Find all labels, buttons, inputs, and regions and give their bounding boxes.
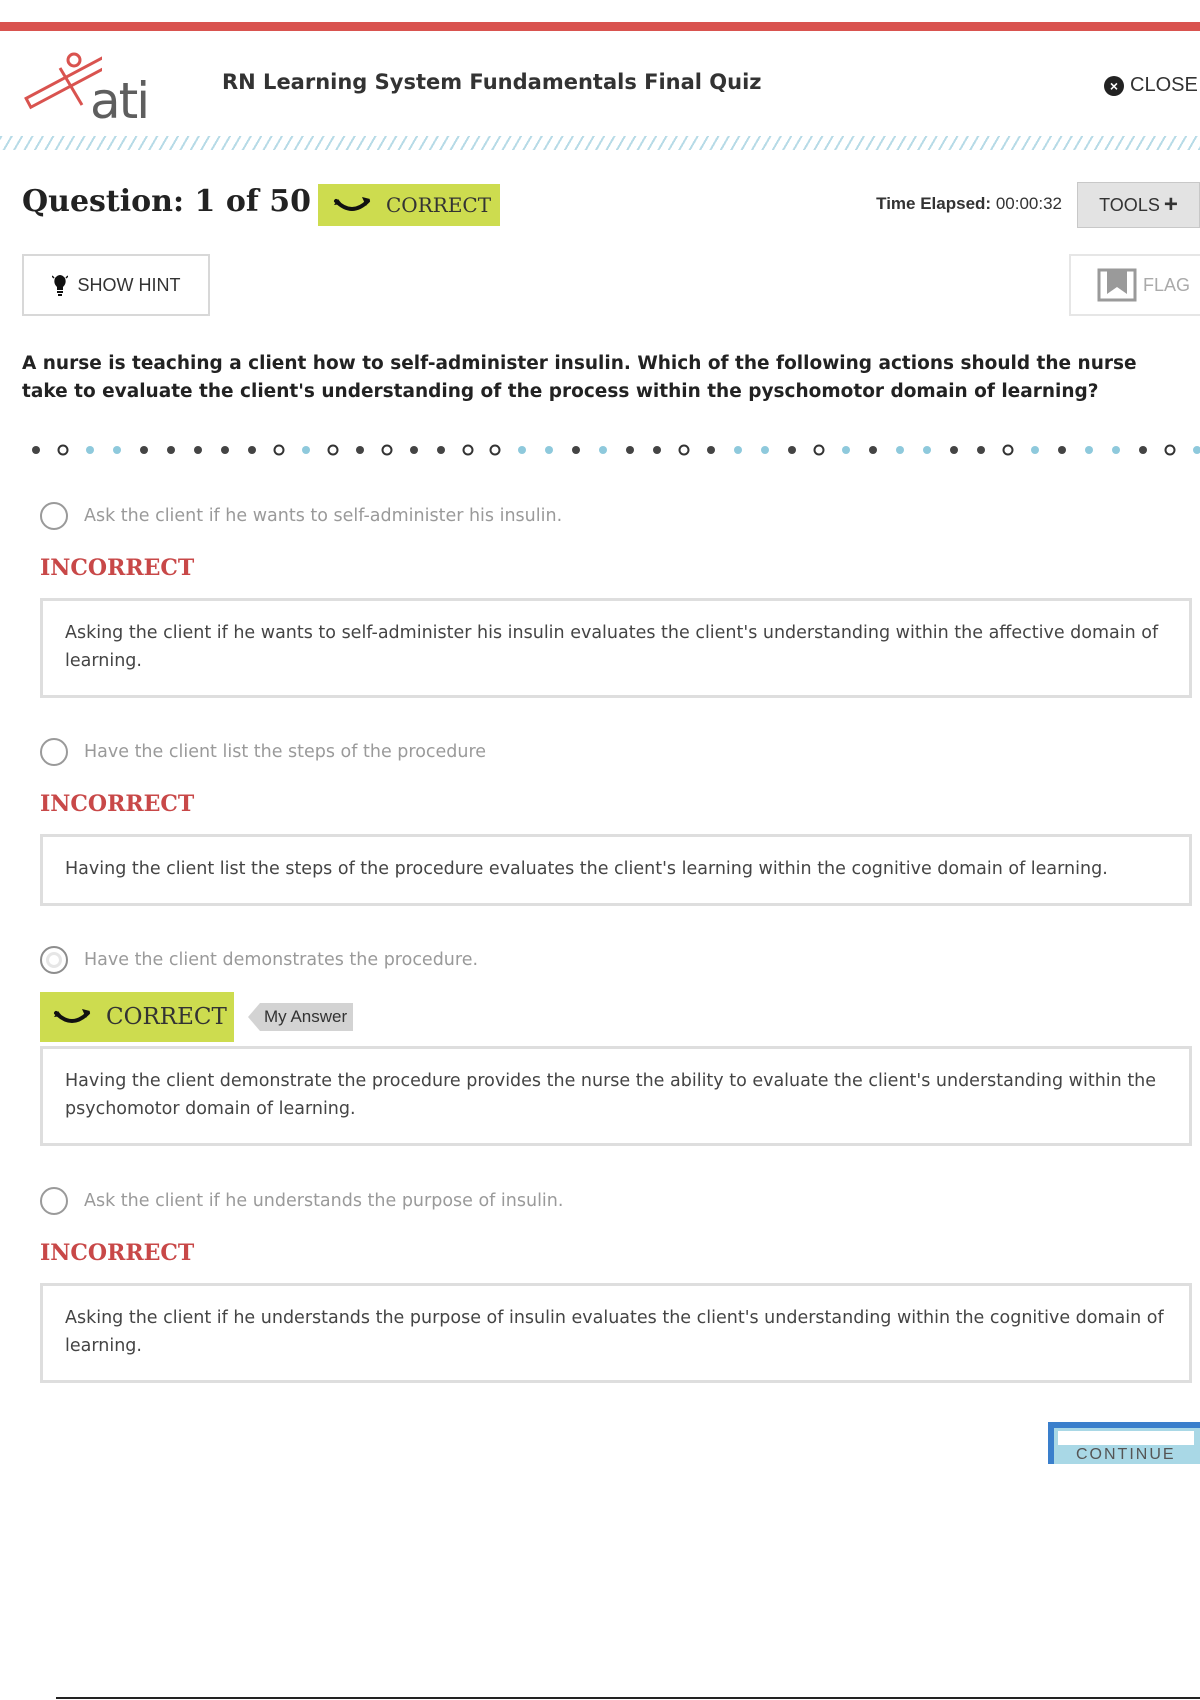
time-elapsed-value: 00:00:32	[995, 194, 1062, 213]
progress-dot[interactable]	[140, 446, 148, 454]
progress-dot[interactable]	[680, 446, 689, 455]
bottom-divider	[56, 1697, 1200, 1699]
progress-dot[interactable]	[545, 446, 553, 454]
result-badge	[318, 184, 500, 226]
logo-text: ati	[90, 72, 149, 130]
progress-dot[interactable]	[383, 446, 392, 455]
progress-dot[interactable]	[1139, 446, 1147, 454]
bookmark-flag-icon	[1097, 268, 1137, 302]
answer-option-1[interactable]	[40, 502, 562, 530]
progress-dot[interactable]	[572, 446, 580, 454]
progress-dot[interactable]	[707, 446, 715, 454]
header-divider	[0, 136, 1200, 150]
progress-dot[interactable]	[1058, 446, 1066, 454]
progress-dot[interactable]	[896, 446, 904, 454]
tools-button[interactable]	[1077, 182, 1200, 228]
progress-dot[interactable]	[518, 446, 526, 454]
option-text: Have the client demonstrates the procedure.	[84, 950, 479, 970]
progress-dot[interactable]	[734, 446, 742, 454]
option-3-status-badge	[40, 992, 234, 1042]
progress-dot[interactable]	[788, 446, 796, 454]
time-elapsed-label: Time Elapsed:	[876, 194, 992, 213]
tag-arrow-icon	[248, 1003, 260, 1031]
continue-button[interactable]	[1048, 1422, 1200, 1464]
radio-button[interactable]	[40, 738, 68, 766]
radio-button[interactable]	[40, 502, 68, 530]
question-text: A nurse is teaching a client how to self-administer insulin. Which of the following actions should the nurse take to evaluate the client's understanding of the process within the pyschomotor domain of learning?	[22, 353, 1137, 402]
tools-label: TOOLS	[1099, 194, 1160, 215]
progress-dot[interactable]	[1004, 446, 1013, 455]
result-label: CORRECT	[386, 193, 492, 217]
progress-dot[interactable]	[275, 446, 284, 455]
progress-dot[interactable]	[1112, 446, 1120, 454]
option-text: Have the client list the steps of the procedure	[84, 742, 487, 762]
radio-button-selected[interactable]	[40, 946, 68, 974]
option-3-status: CORRECT	[106, 1004, 227, 1030]
ati-logo	[22, 50, 172, 130]
top-accent-bar	[0, 22, 1200, 31]
progress-dot[interactable]	[59, 446, 68, 455]
show-hint-button[interactable]	[22, 254, 210, 316]
progress-dot[interactable]	[86, 446, 94, 454]
progress-dot[interactable]	[356, 446, 364, 454]
progress-dot[interactable]	[221, 446, 229, 454]
progress-dot[interactable]	[437, 446, 445, 454]
time-elapsed	[876, 194, 1062, 214]
option-text: Ask the client if he understands the purpose of insulin.	[84, 1191, 564, 1211]
progress-dot[interactable]	[1166, 446, 1175, 455]
question-progress-dots[interactable]	[0, 440, 1200, 460]
progress-dot[interactable]	[167, 446, 175, 454]
my-answer-label: My Answer	[260, 1003, 353, 1031]
option-2-rationale: Having the client list the steps of the procedure evaluates the client's learning within the cognitive domain of learning.	[40, 834, 1192, 906]
option-2-status: INCORRECT	[40, 791, 195, 817]
plus-icon: +	[1163, 191, 1178, 218]
progress-dot[interactable]	[950, 446, 958, 454]
progress-dot[interactable]	[491, 446, 500, 455]
answer-option-2[interactable]	[40, 738, 486, 766]
lightbulb-icon	[52, 274, 68, 296]
flag-label: FLAG	[1143, 274, 1191, 295]
close-button[interactable]	[1104, 74, 1198, 97]
progress-dot[interactable]	[1193, 446, 1200, 454]
progress-dot[interactable]	[302, 446, 310, 454]
continue-label: CONTINUE	[1076, 1446, 1176, 1463]
swirl-arrow-icon	[332, 195, 372, 215]
progress-dot[interactable]	[464, 446, 473, 455]
continue-highlight	[1058, 1431, 1194, 1445]
progress-dot[interactable]	[761, 446, 769, 454]
progress-dot[interactable]	[410, 446, 418, 454]
progress-dot[interactable]	[194, 446, 202, 454]
option-text: Ask the client if he wants to self-administer his insulin.	[84, 506, 563, 526]
progress-dot[interactable]	[977, 446, 985, 454]
progress-dot[interactable]	[599, 446, 607, 454]
answer-option-3[interactable]	[40, 946, 478, 974]
swirl-arrow-icon	[52, 1007, 92, 1027]
progress-dot[interactable]	[32, 446, 40, 454]
progress-dot[interactable]	[1031, 446, 1039, 454]
quiz-title: RN Learning System Fundamentals Final Quiz	[222, 70, 762, 94]
option-1-status: INCORRECT	[40, 555, 195, 581]
radio-button[interactable]	[40, 1187, 68, 1215]
progress-dot[interactable]	[1085, 446, 1093, 454]
progress-dot[interactable]	[869, 446, 877, 454]
progress-dot[interactable]	[815, 446, 824, 455]
flag-button[interactable]	[1069, 254, 1200, 316]
close-circle-icon: ×	[1104, 76, 1124, 96]
progress-dot[interactable]	[653, 446, 661, 454]
progress-dot[interactable]	[113, 446, 121, 454]
progress-dot[interactable]	[329, 446, 338, 455]
option-1-rationale: Asking the client if he wants to self-administer his insulin evaluates the client's understanding within the affective domain of learning.	[40, 598, 1192, 698]
progress-dot[interactable]	[626, 446, 634, 454]
option-4-status: INCORRECT	[40, 1240, 195, 1266]
progress-dot[interactable]	[842, 446, 850, 454]
show-hint-label: SHOW HINT	[77, 274, 181, 295]
option-3-rationale: Having the client demonstrate the procedure provides the nurse the ability to evaluate the client's understanding within the psychomotor domain of learning.	[40, 1046, 1192, 1146]
answer-option-4[interactable]	[40, 1187, 563, 1215]
progress-dot[interactable]	[248, 446, 256, 454]
question-number: Question: 1 of 50	[22, 184, 311, 219]
progress-dot[interactable]	[923, 446, 931, 454]
close-label: CLOSE	[1130, 74, 1198, 96]
option-4-rationale: Asking the client if he understands the purpose of insulin evaluates the client's understanding within the cognitive domain of learning.	[40, 1283, 1192, 1383]
my-answer-tag	[248, 1003, 353, 1031]
